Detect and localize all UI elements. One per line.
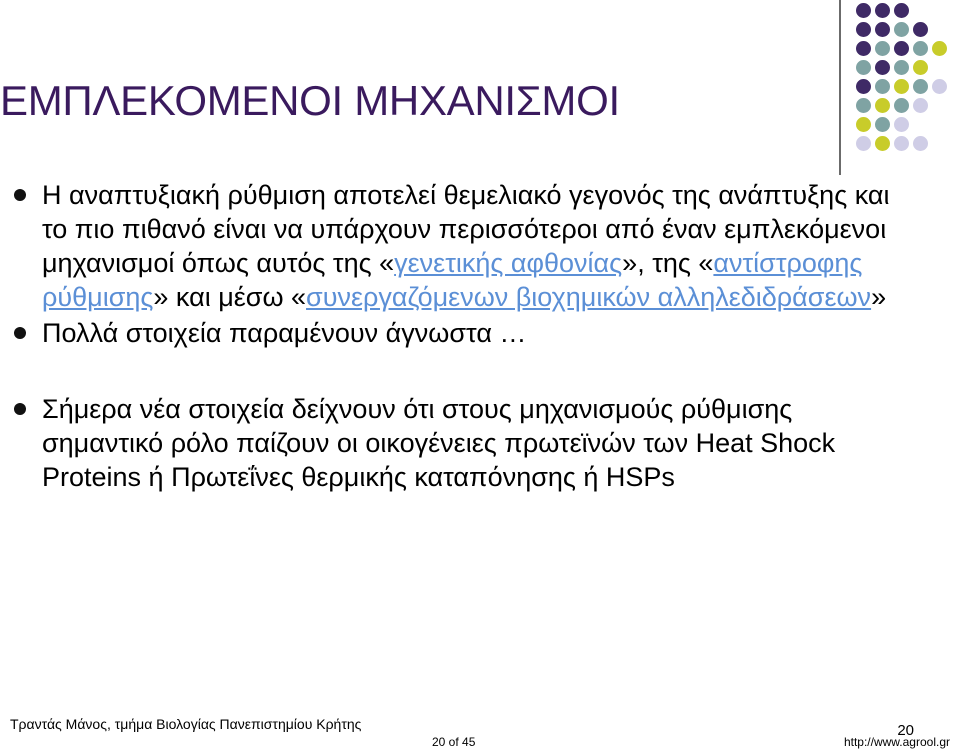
bullet-text bbox=[42, 180, 890, 312]
decorative-dot bbox=[875, 41, 890, 56]
decorative-dot bbox=[913, 41, 928, 56]
decorative-dot bbox=[913, 22, 928, 37]
decorative-dot bbox=[875, 79, 890, 94]
bullet-text-run: Η αναπτυξιακή ρύθμιση αποτελεί θεμελιακό γεγονός της ανάπτυξης και το πιο πιθανό είναι να υπάρχουν περισσότεροι από έναν εμπλεκόμενοι μηχανισμοί όπως αυτός της « bbox=[42, 180, 890, 278]
hyperlink[interactable]: αντίστροφης ρύθμισης bbox=[42, 248, 863, 312]
decorative-dot bbox=[856, 79, 871, 94]
decorative-dot bbox=[894, 117, 909, 132]
hyperlink[interactable]: συνεργαζόμενων βιοχημικών αλληλεδιδράσεων bbox=[306, 282, 872, 312]
bullet-text-run: Πολλά στοιχεία παραμένουν άγνωστα … bbox=[42, 318, 527, 348]
decorative-dot bbox=[932, 41, 947, 56]
decorative-dot bbox=[932, 3, 947, 18]
footer-author: Τραντάς Μάνος, τμήμα Βιολογίας Πανεπιστημίου Κρήτης bbox=[10, 716, 362, 732]
decorative-dot bbox=[894, 79, 909, 94]
decorative-dot bbox=[894, 3, 909, 18]
bullet-list bbox=[14, 178, 914, 494]
decorative-dot bbox=[875, 22, 890, 37]
decorative-dot bbox=[894, 41, 909, 56]
bullet-item bbox=[14, 392, 914, 494]
decorative-dot bbox=[932, 79, 947, 94]
slide-number: 20 bbox=[897, 722, 914, 739]
decorative-dot bbox=[875, 117, 890, 132]
footer-page-count: 20 of 45 bbox=[432, 735, 476, 749]
bullet-item bbox=[14, 316, 914, 350]
decorative-dot bbox=[894, 22, 909, 37]
bullet-text bbox=[42, 394, 835, 492]
decorative-dot bbox=[894, 60, 909, 75]
decorative-dot bbox=[894, 98, 909, 113]
decorative-dot bbox=[913, 136, 928, 151]
decorative-dot bbox=[913, 60, 928, 75]
decorative-dot bbox=[856, 22, 871, 37]
decorative-dot bbox=[913, 79, 928, 94]
decorative-dot bbox=[875, 98, 890, 113]
decorative-dot bbox=[913, 98, 928, 113]
decorative-dot-grid bbox=[856, 3, 949, 155]
bullet-text-run: Σήμερα νέα στοιχεία δείχνουν ότι στους μηχανισμούς ρύθμισης σημαντικό ρόλο παίζουν οι οικογένειες πρωτεϊνών των Heat Shock Proteins ή Πρωτεΐνες θερμικής καταπόνησης ή HSPs bbox=[42, 394, 836, 492]
decorative-dot bbox=[856, 117, 871, 132]
hyperlink[interactable]: γενετικής αφθονίας bbox=[394, 248, 623, 278]
decorative-dot bbox=[856, 136, 871, 151]
decorative-dot bbox=[913, 117, 928, 132]
decorative-dot bbox=[913, 3, 928, 18]
bullet-dot-icon bbox=[14, 403, 26, 415]
decorative-vertical-line bbox=[839, 0, 841, 175]
bullet-dot-icon bbox=[14, 189, 26, 201]
decorative-dot bbox=[856, 60, 871, 75]
bullet-item bbox=[14, 178, 914, 314]
decorative-dot bbox=[932, 136, 947, 151]
footer-url-link[interactable]: http://www.agrool.gr bbox=[843, 735, 950, 749]
decorative-dot bbox=[875, 60, 890, 75]
bullet-text-run: » bbox=[871, 282, 887, 312]
bullet-dot-icon bbox=[14, 327, 26, 339]
slide-title: ΕΜΠΛΕΚΟΜΕΝΟΙ ΜΗΧΑΝΙΣΜΟΙ bbox=[0, 77, 620, 124]
decorative-dot bbox=[875, 3, 890, 18]
bullet-text-run: » και μέσω « bbox=[153, 282, 307, 312]
bullet-text-run: », της « bbox=[622, 248, 714, 278]
decorative-dot bbox=[932, 22, 947, 37]
decorative-dot bbox=[856, 98, 871, 113]
decorative-dot bbox=[875, 136, 890, 151]
decorative-dot bbox=[894, 136, 909, 151]
decorative-dot bbox=[856, 3, 871, 18]
decorative-dot bbox=[856, 41, 871, 56]
decorative-dot bbox=[932, 60, 947, 75]
decorative-dot bbox=[932, 117, 947, 132]
decorative-dot bbox=[932, 98, 947, 113]
bullet-text bbox=[42, 318, 526, 348]
